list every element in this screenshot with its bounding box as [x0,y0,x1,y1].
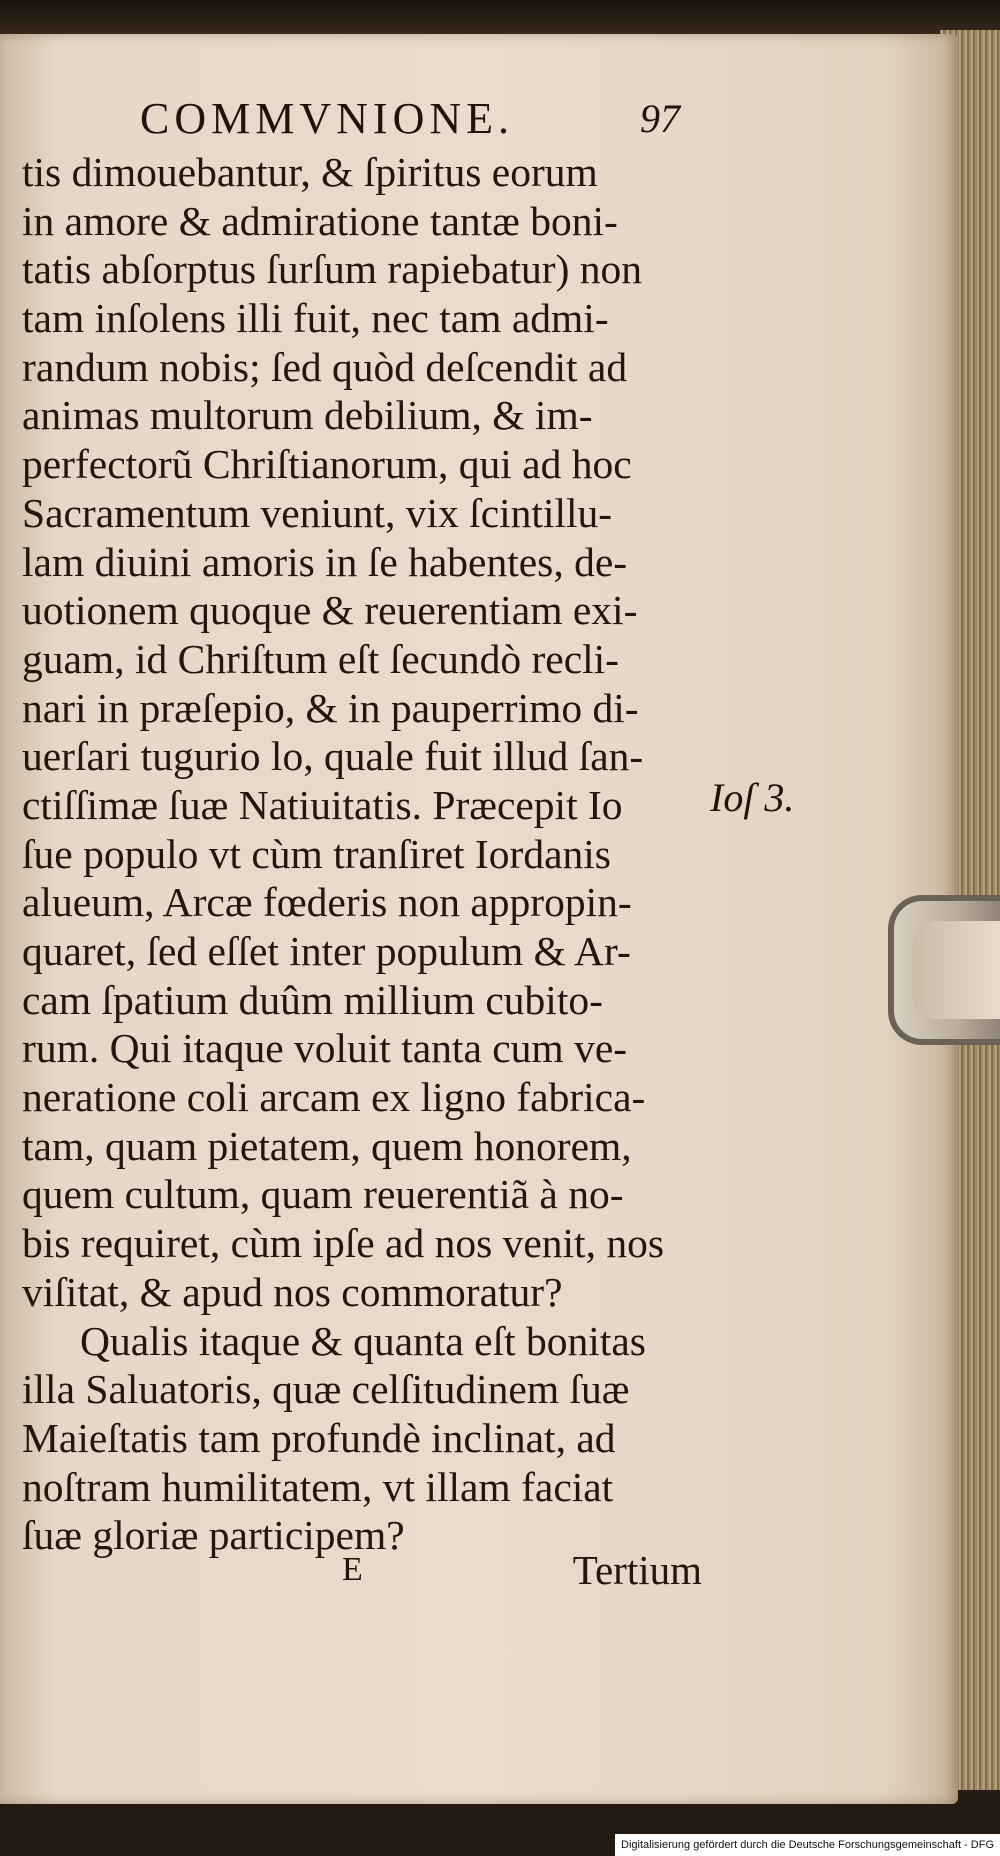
text-line: ſue populo vt cùm tranſiret Iordanis [22,830,611,877]
text-line: ſuæ gloriæ participem? [22,1512,405,1559]
text-line: quaret, ſed eſſet inter populum & Ar- [22,928,631,974]
text-line: nari in præſepio, & in pauperrimo di- [22,684,639,731]
text-line: ctiſſimæ ſuæ Natiuitatis. Præcepit Io [22,781,623,828]
text-line: in amore & admiratione tantæ boni- [22,197,618,244]
text-line: Maieſtatis tam profundè inclinat, ad [22,1414,616,1461]
text-line: uerſari tugurio lo, quale fuit illud ſan- [22,733,644,780]
book-clasp [888,895,1000,1045]
page-number: 97 [640,96,680,141]
text-line: bis requiret, cùm ipſe ad nos venit, nos [22,1220,664,1267]
text-line: Sacramentum veniunt, vix ſcintillu- [22,489,613,536]
text-line: tam, quam pietatem, quem honorem, [22,1122,632,1169]
text-line: quem cultum, quam reuerentiã à no- [22,1171,624,1218]
text-line: randum nobis; ſed quòd deſcendit ad [22,343,628,390]
text-line: illa Saluatoris, quæ celſitudinem ſuæ [22,1366,630,1413]
running-title: COMMVNIONE. [140,94,514,143]
clasp-opening [912,921,1000,1019]
running-header [140,92,730,146]
body-text [22,148,722,1560]
text-line: uotionem quoque & reuerentiam exi- [22,587,638,634]
text-line: animas multorum debilium, & im- [22,392,593,439]
text-line: tis dimouebantur, & ſpiritus eorum [22,149,598,195]
text-line: perfectorũ Chriſtianorum, qui ad hoc [22,441,632,488]
text-line: viſitat, & apud nos commoratur? [22,1268,563,1315]
text-line: rum. Qui itaque voluit tanta cum ve- [22,1025,628,1072]
text-line: alueum, Arcæ fœderis non appropin- [22,879,632,926]
margin-reference: Ioſ 3. [710,775,795,820]
paragraph-start-line: Qualis itaque & quanta eſt bonitas [80,1317,646,1364]
text-line: tatis abſorptus ſurſum rapiebatur) non [22,246,643,293]
catchline [22,1544,702,1596]
catchword: Tertium [572,1547,702,1593]
digitization-credit: Digitalisierung gefördert durch die Deutsche Forschungsgemeinschaft - DFG [615,1834,1000,1856]
text-line: neratione coli arcam ex ligno fabrica- [22,1074,646,1121]
text-line: guam, id Chriſtum eſt ſecundò recli- [22,635,619,682]
text-line: tam inſolens illi fuit, nec tam admi- [22,295,609,342]
text-line: cam ſpatium duûm millium cubito- [22,976,603,1023]
text-line: lam diuini amoris in ſe habentes, de- [22,538,628,585]
text-line: noſtram humilitatem, vt illam faciat [22,1463,614,1510]
signature-mark: E [342,1551,363,1588]
